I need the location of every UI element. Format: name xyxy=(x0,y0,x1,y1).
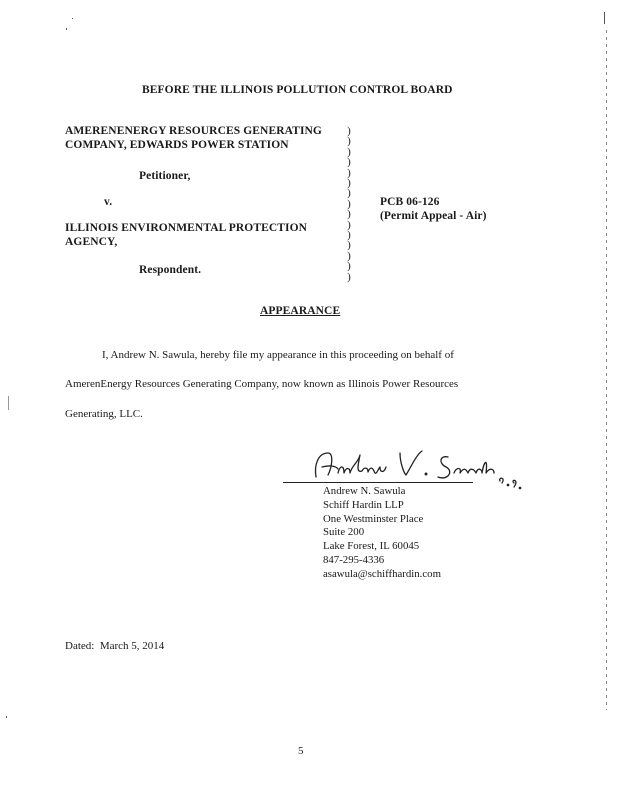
case-type: (Permit Appeal - Air) xyxy=(380,210,487,222)
scan-speck xyxy=(6,716,7,718)
paren: ) xyxy=(347,260,351,273)
respondent-role: Respondent. xyxy=(139,264,202,276)
document-title: APPEARANCE xyxy=(260,305,341,317)
body-line-1: I, Andrew N. Sawula, hereby file my appearance in this proceeding on behalf of xyxy=(102,349,454,361)
case-number: PCB 06-126 xyxy=(380,196,440,208)
paren: ) xyxy=(347,166,351,179)
scan-edge-dots xyxy=(606,30,607,710)
petitioner-name-line-2: COMPANY, EDWARDS POWER STATION xyxy=(65,139,289,151)
paren: ) xyxy=(347,218,351,231)
versus: v. xyxy=(104,196,113,208)
signature-block xyxy=(323,485,441,582)
paren: ) xyxy=(347,125,351,137)
paren: ) xyxy=(347,249,351,262)
address-line-1: One Westminster Place xyxy=(323,512,424,525)
phone-number: 847-295-4336 xyxy=(323,553,385,566)
paren: ) xyxy=(347,239,351,252)
paren: ) xyxy=(347,229,351,242)
body-line-2: AmerenEnergy Resources Generating Company, now known as Illinois Power Resources xyxy=(65,378,459,390)
signature-line xyxy=(283,482,473,483)
signer-name: Andrew N. Sawula xyxy=(323,485,406,497)
scan-speck xyxy=(72,18,73,19)
paren: ) xyxy=(347,197,351,210)
scan-speck xyxy=(604,12,605,24)
paren: ) xyxy=(347,187,351,200)
petitioner-role: Petitioner, xyxy=(139,170,191,182)
scan-speck xyxy=(8,396,9,410)
paren: ) xyxy=(347,208,351,221)
paren: ) xyxy=(347,145,351,158)
paren: ) xyxy=(347,156,351,169)
body-line-3: Generating, LLC. xyxy=(65,408,143,420)
paren: ) xyxy=(347,135,351,148)
petitioner-name-line-1: AMERENENERGY RESOURCES GENERATING xyxy=(65,125,322,137)
board-heading: BEFORE THE ILLINOIS POLLUTION CONTROL BOARD xyxy=(142,84,453,96)
email-address: asawula@schiffhardin.com xyxy=(323,567,441,580)
respondent-name-line-1: ILLINOIS ENVIRONMENTAL PROTECTION xyxy=(65,222,308,234)
caption-parenthesis-column xyxy=(345,126,353,282)
firm-name: Schiff Hardin LLP xyxy=(323,498,404,511)
paren: ) xyxy=(347,177,351,190)
respondent-name-line-2: AGENCY, xyxy=(65,236,118,248)
page-number: 5 xyxy=(298,745,304,757)
scan-speck xyxy=(66,28,67,30)
paren: ) xyxy=(347,270,351,283)
address-city: Lake Forest, IL 60045 xyxy=(323,540,420,553)
dated-line: Dated: March 5, 2014 xyxy=(65,640,165,652)
address-line-2: Suite 200 xyxy=(323,526,365,539)
